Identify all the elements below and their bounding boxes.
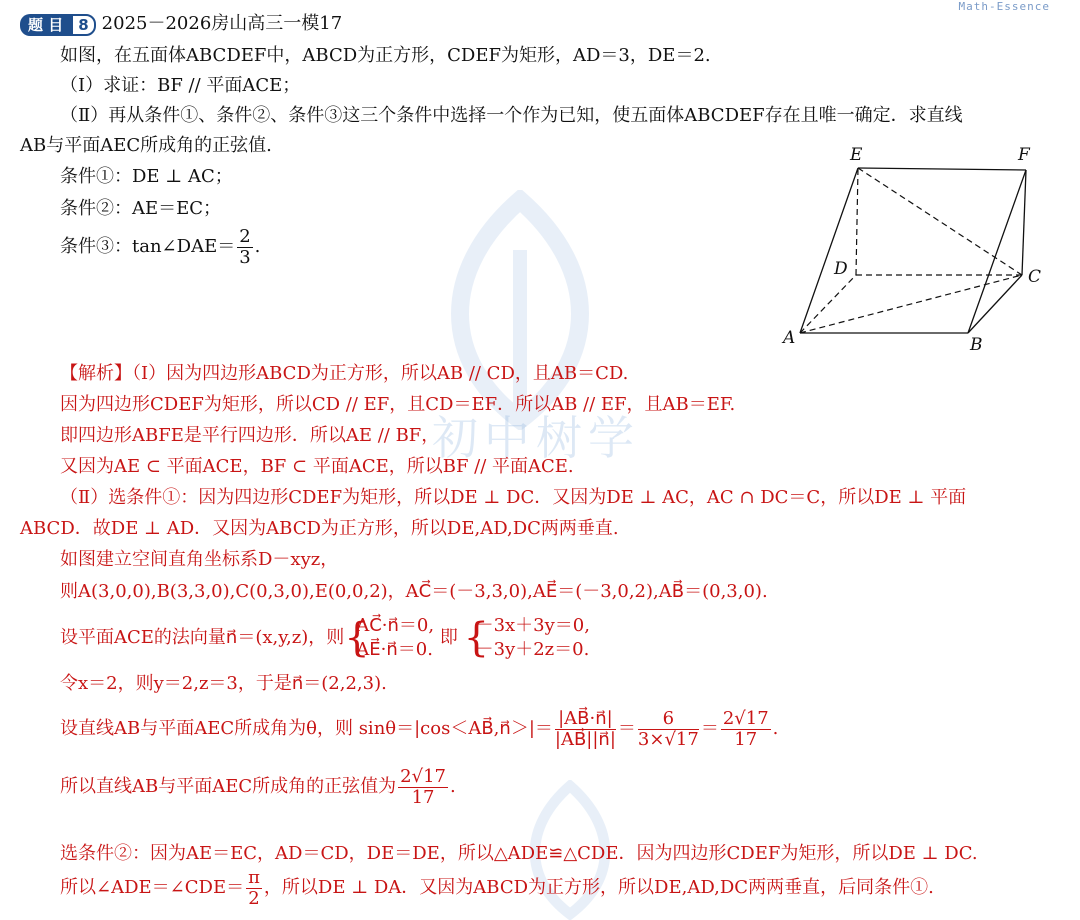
equation-system-2: { －3x＋3y＝0, －3y＋2z＝0.: [463, 615, 590, 661]
fraction-denominator: 3: [239, 246, 251, 268]
condition-3-prefix: 条件③：tan∠DAE＝: [60, 236, 236, 257]
answer-suffix: .: [449, 776, 456, 797]
solution-line-5: （Ⅱ）选条件①：因为四边形CDEF为矩形，所以DE ⊥ DC．又因为DE ⊥ AC，AC ∩ DC＝C，所以DE ⊥ 平面: [60, 487, 967, 508]
badge-label: 题 目: [20, 14, 71, 36]
fraction-denominator: 17: [411, 786, 435, 808]
condition-1: 条件①：DE ⊥ AC；: [60, 166, 233, 187]
solution-line-4: 又因为AE ⊂ 平面ACE，BF ⊂ 平面ACE，所以BF // 平面ACE.: [60, 456, 574, 477]
pentahedron-figure: [770, 140, 1070, 360]
sine-fraction-3: [721, 709, 771, 750]
system-1-row-1: AC⃗·n⃗＝0,: [356, 615, 435, 636]
vertex-label-d: D: [834, 259, 848, 279]
system-2-row-1: －3x＋3y＝0,: [475, 615, 590, 636]
solution-line-7: 如图建立空间直角坐标系D－xyz，: [60, 549, 339, 570]
solution-line-8: 则A(3,0,0),B(3,3,0),C(0,3,0),E(0,0,2)，AC⃗＝(－3,3,0),AE⃗＝(－3,0,2),AB⃗＝(0,3,0).: [60, 581, 768, 602]
equals-sign: ＝: [700, 718, 719, 739]
answer-fraction: [398, 767, 448, 808]
fraction-denominator: 2: [248, 887, 260, 909]
solution-line-1: 【解析】（Ⅰ）因为四边形ABCD为正方形，所以AB // CD，且AB＝CD.: [60, 363, 629, 384]
fraction-numerator: 6: [638, 709, 699, 730]
condition-3: [60, 226, 260, 268]
fraction-denominator: 3×√17: [637, 728, 699, 750]
angle-prefix: 所以∠ADE＝∠CDE＝: [60, 877, 245, 898]
solution-line-6: ABCD．故DE ⊥ AD．又因为ABCD为正方形，所以DE,AD,DC两两垂直.: [20, 518, 619, 539]
condition-2: 条件②：AE＝EC；: [60, 198, 222, 219]
vertex-label-f: F: [1018, 145, 1030, 165]
answer-prefix: 所以直线AB与平面AEC所成角的正弦值为: [60, 776, 397, 797]
brand-logo-text: Math-Essence: [958, 0, 1050, 13]
fraction-denominator: |AB⃗||n⃗|: [554, 728, 616, 750]
problem-statement: 如图，在五面体ABCDEF中，ABCD为正方形，CDEF为矩形，AD＝3，DE＝2.: [60, 45, 711, 66]
problem-part1: （Ⅰ）求证：BF // 平面ACE；: [60, 75, 301, 96]
watermark-text: 初中树学: [432, 411, 640, 465]
fraction-numerator: 2√17: [722, 707, 769, 729]
system-1-row-2: AE⃗·n⃗＝0.: [356, 639, 433, 660]
fraction-numerator: 2: [239, 225, 251, 247]
normal-vector-prefix: 设平面ACE的法向量n⃗＝(x,y,z)，则: [60, 627, 345, 648]
solution-line-10: 令x＝2，则y＝2,z＝3，于是n⃗＝(2,2,3).: [60, 673, 387, 694]
fraction-numerator: 2√17: [400, 765, 446, 787]
solution-line-13: 选条件②：因为AE＝EC，AD＝CD，DE＝DE，所以△ADE≌△CDE．因为四边形CDEF为矩形，所以DE ⊥ DC.: [60, 843, 978, 864]
badge-number: 8: [71, 14, 95, 36]
sine-prefix: 设直线AB与平面AEC所成角为θ，则 sinθ＝|cos＜AB⃗,n⃗＞|＝: [60, 718, 553, 739]
equation-system-1: { AC⃗·n⃗＝0, AE⃗·n⃗＝0.: [344, 615, 435, 661]
condition-3-fraction: [237, 227, 252, 268]
sine-suffix: .: [772, 718, 779, 739]
solution-line-11: [60, 704, 778, 754]
problem-part2-b: AB与平面AEC所成角的正弦值.: [20, 135, 272, 156]
equals-sign: ＝: [617, 718, 636, 739]
problem-title: 2025－2026房山高三一模17: [101, 13, 343, 34]
system-connector: 即: [439, 627, 458, 648]
problem-title-row: [20, 12, 342, 36]
fraction-denominator: 17: [734, 728, 758, 750]
vertex-label-a: A: [783, 328, 796, 348]
vertex-label-b: B: [970, 335, 983, 355]
solution-line-3: 即四边形ABFE是平行四边形．所以AE // BF，: [60, 425, 440, 446]
problem-badge: [20, 13, 96, 35]
angle-fraction: [246, 868, 262, 909]
fraction-numerator: |AB⃗·n⃗|: [555, 709, 616, 730]
system-2-row-2: －3y＋2z＝0.: [475, 639, 590, 660]
fraction-numerator: π: [248, 866, 260, 888]
sine-fraction-1: [555, 709, 616, 750]
solution-line-12: [60, 762, 456, 812]
solution-line-2: 因为四边形CDEF为矩形，所以CD // EF，且CD＝EF．所以AB // EF，且AB＝EF.: [60, 394, 736, 415]
vertex-label-e: E: [850, 145, 863, 165]
vertex-label-c: C: [1028, 267, 1042, 287]
angle-suffix: ，所以DE ⊥ DA．又因为ABCD为正方形，所以DE,AD,DC两两垂直，后同条件①.: [263, 877, 934, 898]
problem-part2-a: （Ⅱ）再从条件①、条件②、条件③这三个条件中选择一个作为已知，使五面体ABCDEF存在且唯一确定．求直线: [60, 105, 963, 126]
sine-fraction-2: [638, 709, 699, 750]
solution-line-9: [60, 612, 590, 664]
solution-line-14: [60, 866, 934, 910]
condition-3-suffix: .: [254, 236, 261, 257]
